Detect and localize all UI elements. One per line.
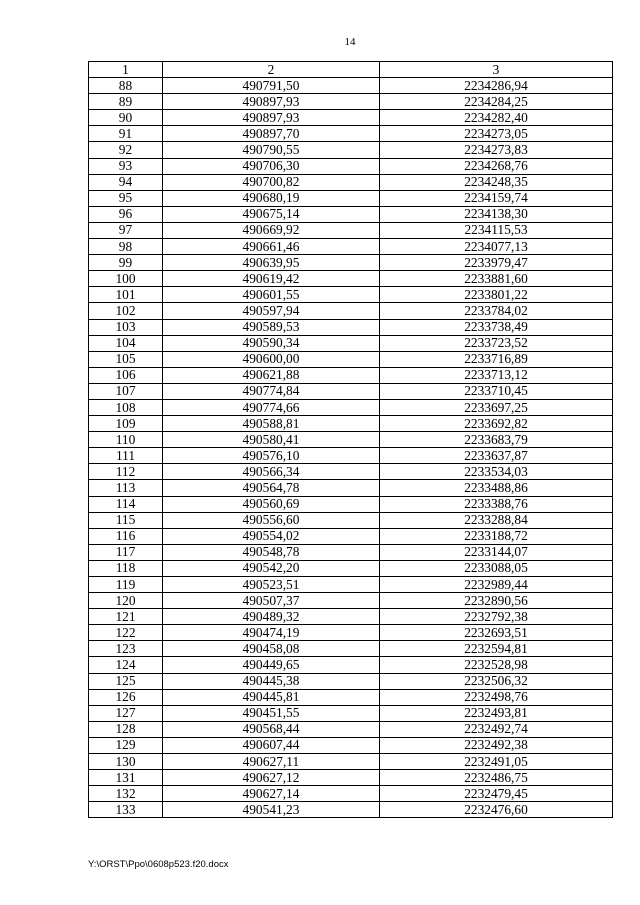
table-row [89, 496, 613, 512]
cell-x-coordinate: 490600,00 [163, 351, 380, 367]
cell-point-number: 91 [89, 126, 163, 142]
cell-x-coordinate: 490897,93 [163, 94, 380, 110]
cell-y-coordinate: 2234077,13 [380, 239, 613, 255]
cell-x-coordinate: 490661,46 [163, 239, 380, 255]
table-row [89, 673, 613, 689]
cell-point-number: 117 [89, 544, 163, 560]
cell-point-number: 95 [89, 190, 163, 206]
cell-x-coordinate: 490523,51 [163, 577, 380, 593]
cell-x-coordinate: 490589,53 [163, 319, 380, 335]
cell-y-coordinate: 2232491,05 [380, 754, 613, 770]
cell-point-number: 99 [89, 255, 163, 271]
table-header [89, 62, 613, 78]
cell-point-number: 90 [89, 110, 163, 126]
table-row [89, 705, 613, 721]
footer-file-path: Y:\ORST\Ppo\0608p523.f20.docx [88, 859, 229, 870]
cell-y-coordinate: 2234273,05 [380, 126, 613, 142]
cell-y-coordinate: 2233088,05 [380, 560, 613, 576]
cell-x-coordinate: 490627,14 [163, 786, 380, 802]
table-row [89, 158, 613, 174]
cell-point-number: 115 [89, 512, 163, 528]
cell-x-coordinate: 490576,10 [163, 448, 380, 464]
cell-point-number: 125 [89, 673, 163, 689]
cell-y-coordinate: 2233637,87 [380, 448, 613, 464]
cell-x-coordinate: 490590,34 [163, 335, 380, 351]
cell-y-coordinate: 2233716,89 [380, 351, 613, 367]
cell-y-coordinate: 2232989,44 [380, 577, 613, 593]
table-row [89, 78, 613, 94]
cell-x-coordinate: 490580,41 [163, 432, 380, 448]
table-row [89, 303, 613, 319]
table-row [89, 770, 613, 786]
cell-y-coordinate: 2234115,53 [380, 222, 613, 238]
table-row [89, 142, 613, 158]
table-row [89, 399, 613, 415]
table-row [89, 593, 613, 609]
table-row [89, 528, 613, 544]
cell-y-coordinate: 2234268,76 [380, 158, 613, 174]
page-number: 14 [344, 36, 356, 48]
cell-point-number: 119 [89, 577, 163, 593]
cell-y-coordinate: 2232528,98 [380, 657, 613, 673]
cell-x-coordinate: 490774,66 [163, 399, 380, 415]
cell-y-coordinate: 2233288,84 [380, 512, 613, 528]
table-row [89, 657, 613, 673]
table-row [89, 94, 613, 110]
cell-point-number: 89 [89, 94, 163, 110]
table-row [89, 512, 613, 528]
cell-point-number: 101 [89, 287, 163, 303]
cell-point-number: 104 [89, 335, 163, 351]
cell-y-coordinate: 2234273,83 [380, 142, 613, 158]
table-row [89, 126, 613, 142]
cell-point-number: 132 [89, 786, 163, 802]
cell-point-number: 122 [89, 625, 163, 641]
cell-x-coordinate: 490597,94 [163, 303, 380, 319]
cell-x-coordinate: 490621,88 [163, 367, 380, 383]
table-row [89, 737, 613, 753]
cell-point-number: 107 [89, 383, 163, 399]
cell-point-number: 131 [89, 770, 163, 786]
cell-x-coordinate: 490560,69 [163, 496, 380, 512]
cell-point-number: 106 [89, 367, 163, 383]
cell-point-number: 123 [89, 641, 163, 657]
cell-y-coordinate: 2232506,32 [380, 673, 613, 689]
cell-y-coordinate: 2233979,47 [380, 255, 613, 271]
table-row [89, 190, 613, 206]
cell-point-number: 93 [89, 158, 163, 174]
table-row [89, 222, 613, 238]
cell-point-number: 112 [89, 464, 163, 480]
cell-y-coordinate: 2232492,38 [380, 737, 613, 753]
cell-x-coordinate: 490568,44 [163, 721, 380, 737]
table-row [89, 786, 613, 802]
cell-y-coordinate: 2234248,35 [380, 174, 613, 190]
cell-point-number: 120 [89, 593, 163, 609]
cell-y-coordinate: 2233713,12 [380, 367, 613, 383]
cell-y-coordinate: 2233881,60 [380, 271, 613, 287]
cell-x-coordinate: 490445,81 [163, 689, 380, 705]
cell-point-number: 102 [89, 303, 163, 319]
table-row [89, 754, 613, 770]
cell-y-coordinate: 2234138,30 [380, 206, 613, 222]
cell-y-coordinate: 2232693,51 [380, 625, 613, 641]
cell-y-coordinate: 2233801,22 [380, 287, 613, 303]
cell-y-coordinate: 2232594,81 [380, 641, 613, 657]
cell-y-coordinate: 2232479,45 [380, 786, 613, 802]
table-row [89, 609, 613, 625]
table-row [89, 625, 613, 641]
cell-y-coordinate: 2233683,79 [380, 432, 613, 448]
table-row [89, 383, 613, 399]
cell-y-coordinate: 2232890,56 [380, 593, 613, 609]
cell-point-number: 98 [89, 239, 163, 255]
table-row [89, 432, 613, 448]
table-row [89, 335, 613, 351]
cell-point-number: 118 [89, 560, 163, 576]
table-row [89, 416, 613, 432]
cell-point-number: 121 [89, 609, 163, 625]
cell-x-coordinate: 490627,12 [163, 770, 380, 786]
table-row [89, 319, 613, 335]
cell-point-number: 133 [89, 802, 163, 818]
cell-point-number: 113 [89, 480, 163, 496]
cell-x-coordinate: 490897,70 [163, 126, 380, 142]
cell-x-coordinate: 490627,11 [163, 754, 380, 770]
cell-y-coordinate: 2233388,76 [380, 496, 613, 512]
cell-x-coordinate: 490639,95 [163, 255, 380, 271]
table-row [89, 206, 613, 222]
cell-point-number: 94 [89, 174, 163, 190]
cell-y-coordinate: 2232476,60 [380, 802, 613, 818]
table-header-row [89, 62, 613, 78]
cell-x-coordinate: 490566,34 [163, 464, 380, 480]
table-row [89, 721, 613, 737]
cell-y-coordinate: 2233534,03 [380, 464, 613, 480]
cell-x-coordinate: 490700,82 [163, 174, 380, 190]
cell-x-coordinate: 490541,23 [163, 802, 380, 818]
table-row [89, 287, 613, 303]
cell-x-coordinate: 490601,55 [163, 287, 380, 303]
table-row [89, 367, 613, 383]
cell-point-number: 103 [89, 319, 163, 335]
cell-x-coordinate: 490451,55 [163, 705, 380, 721]
cell-y-coordinate: 2233144,07 [380, 544, 613, 560]
cell-point-number: 116 [89, 528, 163, 544]
cell-point-number: 130 [89, 754, 163, 770]
table-row [89, 641, 613, 657]
cell-y-coordinate: 2232498,76 [380, 689, 613, 705]
cell-x-coordinate: 490774,84 [163, 383, 380, 399]
cell-x-coordinate: 490680,19 [163, 190, 380, 206]
table-row [89, 577, 613, 593]
cell-x-coordinate: 490507,37 [163, 593, 380, 609]
cell-y-coordinate: 2233710,45 [380, 383, 613, 399]
table-row [89, 560, 613, 576]
cell-point-number: 105 [89, 351, 163, 367]
cell-y-coordinate: 2233697,25 [380, 399, 613, 415]
table-row [89, 351, 613, 367]
cell-point-number: 92 [89, 142, 163, 158]
cell-x-coordinate: 490897,93 [163, 110, 380, 126]
cell-point-number: 124 [89, 657, 163, 673]
cell-point-number: 114 [89, 496, 163, 512]
table-row [89, 802, 613, 818]
cell-x-coordinate: 490607,44 [163, 737, 380, 753]
cell-point-number: 128 [89, 721, 163, 737]
cell-x-coordinate: 490458,08 [163, 641, 380, 657]
cell-y-coordinate: 2234282,40 [380, 110, 613, 126]
cell-x-coordinate: 490706,30 [163, 158, 380, 174]
cell-y-coordinate: 2234284,25 [380, 94, 613, 110]
table-row [89, 255, 613, 271]
cell-y-coordinate: 2233488,86 [380, 480, 613, 496]
cell-point-number: 97 [89, 222, 163, 238]
cell-point-number: 88 [89, 78, 163, 94]
table-row [89, 464, 613, 480]
column-header-y-coordinate: 3 [380, 62, 613, 78]
coordinates-table [88, 61, 613, 818]
table-row [89, 544, 613, 560]
table-row [89, 271, 613, 287]
cell-x-coordinate: 490675,14 [163, 206, 380, 222]
table-row [89, 174, 613, 190]
cell-y-coordinate: 2233692,82 [380, 416, 613, 432]
cell-y-coordinate: 2233784,02 [380, 303, 613, 319]
cell-x-coordinate: 490619,42 [163, 271, 380, 287]
table-row [89, 480, 613, 496]
table-row [89, 239, 613, 255]
cell-x-coordinate: 490564,78 [163, 480, 380, 496]
cell-point-number: 108 [89, 399, 163, 415]
cell-point-number: 111 [89, 448, 163, 464]
cell-point-number: 110 [89, 432, 163, 448]
column-header-x-coordinate: 2 [163, 62, 380, 78]
cell-y-coordinate: 2232792,38 [380, 609, 613, 625]
cell-y-coordinate: 2233738,49 [380, 319, 613, 335]
table-row [89, 689, 613, 705]
cell-point-number: 129 [89, 737, 163, 753]
cell-y-coordinate: 2232486,75 [380, 770, 613, 786]
cell-point-number: 127 [89, 705, 163, 721]
cell-x-coordinate: 490449,65 [163, 657, 380, 673]
table-row [89, 110, 613, 126]
cell-x-coordinate: 490554,02 [163, 528, 380, 544]
cell-point-number: 96 [89, 206, 163, 222]
column-header-point-number: 1 [89, 62, 163, 78]
cell-y-coordinate: 2233188,72 [380, 528, 613, 544]
cell-point-number: 100 [89, 271, 163, 287]
cell-x-coordinate: 490542,20 [163, 560, 380, 576]
cell-x-coordinate: 490790,55 [163, 142, 380, 158]
cell-x-coordinate: 490445,38 [163, 673, 380, 689]
cell-x-coordinate: 490556,60 [163, 512, 380, 528]
cell-x-coordinate: 490548,78 [163, 544, 380, 560]
cell-point-number: 126 [89, 689, 163, 705]
table-row [89, 448, 613, 464]
cell-x-coordinate: 490474,19 [163, 625, 380, 641]
cell-x-coordinate: 490791,50 [163, 78, 380, 94]
cell-x-coordinate: 490489,32 [163, 609, 380, 625]
cell-y-coordinate: 2232492,74 [380, 721, 613, 737]
cell-y-coordinate: 2234159,74 [380, 190, 613, 206]
cell-x-coordinate: 490588,81 [163, 416, 380, 432]
cell-point-number: 109 [89, 416, 163, 432]
table-body [89, 78, 613, 818]
cell-y-coordinate: 2232493,81 [380, 705, 613, 721]
cell-x-coordinate: 490669,92 [163, 222, 380, 238]
cell-y-coordinate: 2234286,94 [380, 78, 613, 94]
cell-y-coordinate: 2233723,52 [380, 335, 613, 351]
